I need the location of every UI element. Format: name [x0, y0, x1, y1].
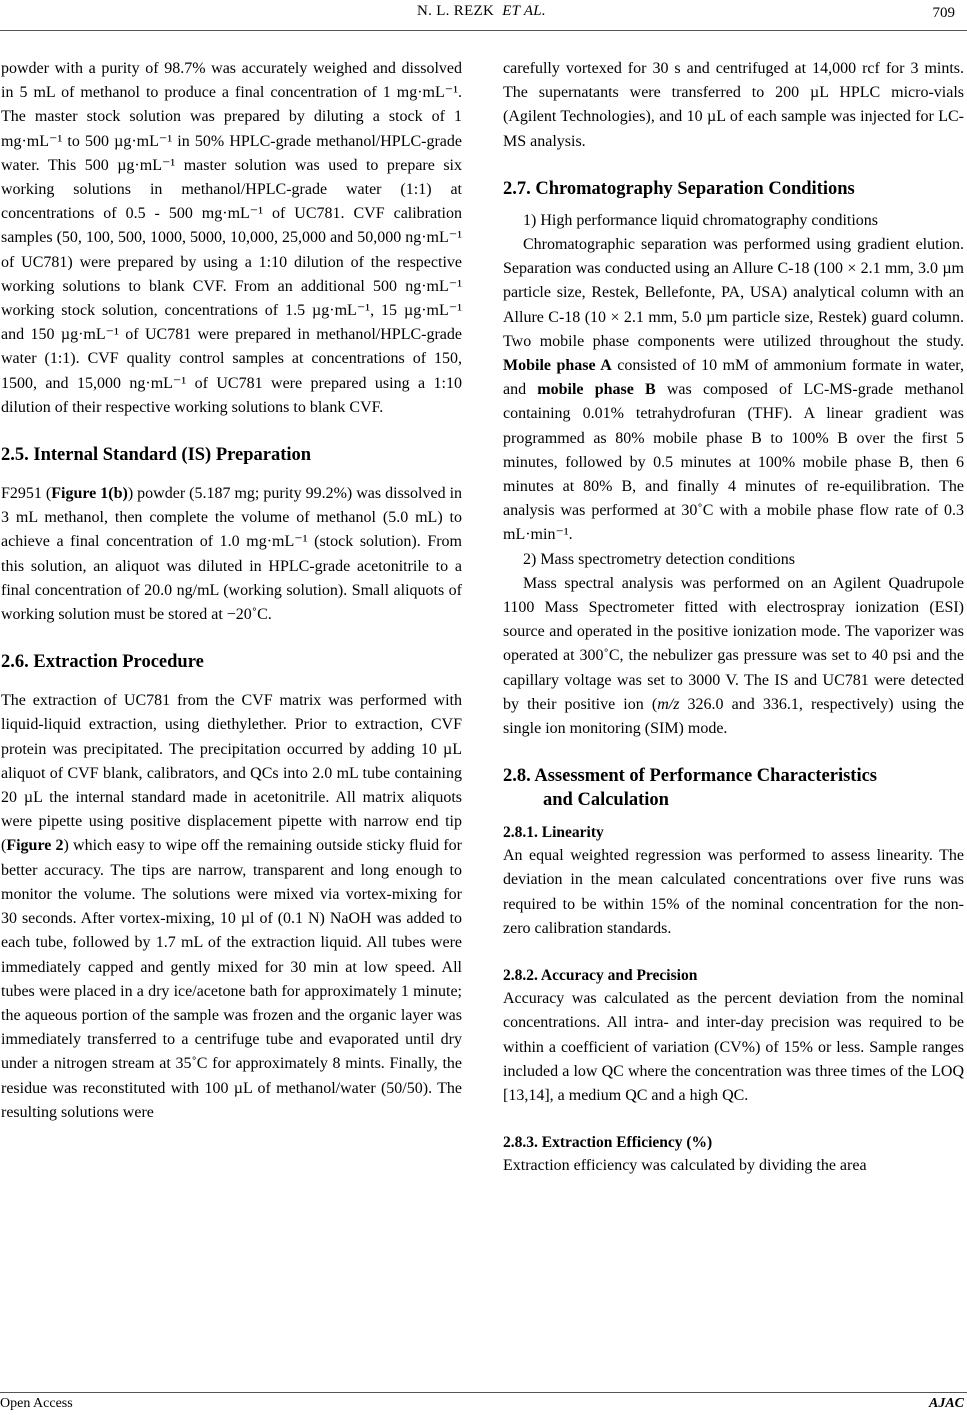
mobile-phase-b-label: mobile phase B	[537, 381, 656, 399]
page-footer	[0, 1392, 967, 1415]
figure-1b-ref: Figure 1(b)	[51, 485, 128, 503]
heading-2-8-1: 2.8.1. Linearity	[503, 824, 604, 842]
paragraph-is-preparation	[1, 482, 462, 627]
running-title	[0, 3, 967, 20]
heading-2-5: 2.5. Internal Standard (IS) Preparation	[1, 445, 312, 466]
footer-open-access: Open Access	[0, 1396, 73, 1411]
heading-2-8	[503, 764, 964, 812]
chrom-text-c: was composed of LC-MS-grade methanol containing 0.01% tetrahydrofuran (THF). A linear gradient was programmed as 80% mobile phase B to 100% B over the first 5 minutes, followed by 0.5 minutes at 100% mobile phase B, then 6 minutes at 80% B, and finally 4 minutes of re-equilibration. The analysis was performed at 30˚C with a mobile phase flow rate of 0.3 mL·min⁻¹.	[503, 381, 964, 544]
paragraph-stock-preparation: powder with a purity of 98.7% was accurately weighed and dissolved in 5 mL of methanol to produce a final concentration of 1 mg·mL⁻¹. The master stock solution was prepared by diluting a stock of 1 mg·mL⁻¹ to 500 µg·mL⁻¹ in 50% HPLC-grade methanol/HPLC-grade water. This 500 µg·mL⁻¹ master solution was used to prepare six working solutions in methanol/HPLC-grade water (1:1) at concentrations of 0.5 - 500 mg·mL⁻¹ of UC781. CVF calibration samples (50, 100, 500, 1000, 5000, 10,000, 25,000 and 50,000 ng·mL⁻¹ of UC781) were prepared by using a 1:10 dilution of the respective working solutions to blank CVF. From an additional 500 ng·mL⁻¹ working stock solution, concentrations of 1.5 µg·mL⁻¹, 15 µg·mL⁻¹ and 150 µg·mL⁻¹ of UC781 were prepared in methanol/HPLC-grade water (1:1). CVF quality control samples at concentrations of 150, 1500, and 15,000 ng·mL⁻¹ of UC781 were prepared using a 1:10 dilution of their respective working solutions to blank CVF.	[1, 60, 462, 416]
heading-2-8-line2: and Calculation	[543, 790, 669, 811]
chrom-text-b: consisted of 10 mM of ammonium formate in water, and	[503, 357, 964, 399]
heading-2-7: 2.7. Chromatography Separation Conditions	[503, 178, 855, 199]
paragraph-vortex: carefully vortexed for 30 s and centrifuged at 14,000 rcf for 3 mints. The supernatants were transferred to 200 µL HPLC micro-vials (Agilent Technologies), and 10 µL of each sample was injected for LC-MS analysis.	[503, 60, 964, 150]
heading-2-8-2: 2.8.2. Accuracy and Precision	[503, 967, 698, 985]
paragraph-linearity: An equal weighted regression was performed to assess linearity. The deviation in the mean calculated concentrations over five runs was required to be within 15% of the nominal concentration for the non-zero calibration standards.	[503, 847, 964, 937]
mz-label: m/z	[657, 695, 680, 713]
paragraph-mass-spec	[503, 572, 964, 741]
header-authors: N. L. REZK	[416, 3, 495, 19]
chrom-text-a: Chromatographic separation was performed using gradient elution. Separation was conducted using an Allure C-18 (100 × 2.1 mm, 3.0 µm particle size, Restek, Bellefonte, PA, USA) analytical column with an Allure C-18 (10 × 2.1 mm, 5.0 µm particle size, Restek) guard column. Two mobile phase components were utilized throughout the study.	[503, 236, 964, 350]
footer-journal: AJAC	[928, 1396, 964, 1411]
mobile-phase-a-label: Mobile phase A	[503, 357, 612, 375]
is-text-b: ) powder (5.187 mg; purity 99.2%) was dissolved in 3 mL methanol, then complete the volume of methanol (5.0 mL) to achieve a final concentration of 1.0 mg·mL⁻¹ (stock solution). From this solution, an aliquot was diluted in HPLC-grade acetonitrile to a final concentration of 20.0 ng/mL (working solution). Small aliquots of working solution must be stored at −20˚C.	[1, 485, 463, 624]
ms-text-a: Mass spectral analysis was performed on an Agilent Quadrupole 1100 Mass Spectrometer fitted with electrospray ionization (ESI) source and operated in the positive ionization mode. The vaporizer was operated at 300˚C, the nebulizer gas pressure was set to 40 psi and the capillary voltage was set to 3000 V. The IS and UC781 were detected by their positive ion (	[503, 574, 964, 713]
paragraph-ms-title: 2) Mass spectrometry detection conditions	[523, 550, 795, 568]
extraction-text-a: The extraction of UC781 from the CVF matrix was performed with liquid-liquid extraction, using diethylether. Prior to extraction, CVF protein was precipitated. The precipitation occurred by adding 10 µL aliquot of CVF blank, calibrators, and QCs into 2.0 mL tube containing 20 µL the internal standard made in acetonitrile. All matrix aliquots were pipette using positive displacement pipette with narrow end tip (	[1, 692, 462, 855]
paragraph-extraction-efficiency: Extraction efficiency was calculated by dividing the area	[503, 1157, 867, 1175]
paragraph-hplc-title: 1) High performance liquid chromatography conditions	[523, 211, 879, 229]
figure-2-ref: Figure 2	[6, 837, 64, 855]
heading-2-8-line1: 2.8. Assessment of Performance Characteristics	[503, 766, 878, 787]
left-column	[1, 57, 462, 1125]
header-etal: ET AL.	[502, 3, 546, 19]
running-header	[0, 0, 967, 31]
is-text-a: F2951 (	[1, 485, 52, 503]
paragraph-extraction	[1, 689, 462, 1125]
paragraph-accuracy: Accuracy was calculated as the percent deviation from the nominal concentrations. All intra- and inter-day precision was required to be within a coefficient of variation (CV%) of 15% or less. Sample ranges included a low QC where the concentration was three times of the LOQ [13,14], a medium QC and a high QC.	[503, 990, 964, 1104]
heading-2-8-3: 2.8.3. Extraction Efficiency (%)	[503, 1134, 713, 1152]
heading-2-6: 2.6. Extraction Procedure	[1, 652, 204, 673]
extraction-text-b: ) which easy to wipe off the remaining outside sticky fluid for better accuracy. The tips are narrow, transparent and long enough to monitor the volume. The solutions were mixed via vortex-mixing for 30 seconds. After vortex-mixing, 10 µl of (0.1 N) NaOH was added to each tube, followed by 1.7 mL of the extraction liquid. All tubes were immediately capped and gently mixed for 30 min at low speed. All tubes were placed in a dry ice/acetone bath for approximately 1 minute; the aqueous portion of the sample was frozen and the organic layer was immediately transferred to a centrifuge tube and evaporated until dry under a nitrogen stream at 35˚C for approximately 8 mints. Finally, the residue was reconstituted with 100 µL of methanol/water (50/50). The resulting solutions were	[1, 837, 463, 1121]
right-column	[503, 57, 964, 1178]
paragraph-chromatography	[503, 233, 964, 548]
ms-text-b: 326.0 and 336.1, respectively) using the single ion monitoring (SIM) mode.	[503, 695, 964, 738]
page-number: 709	[932, 5, 955, 21]
